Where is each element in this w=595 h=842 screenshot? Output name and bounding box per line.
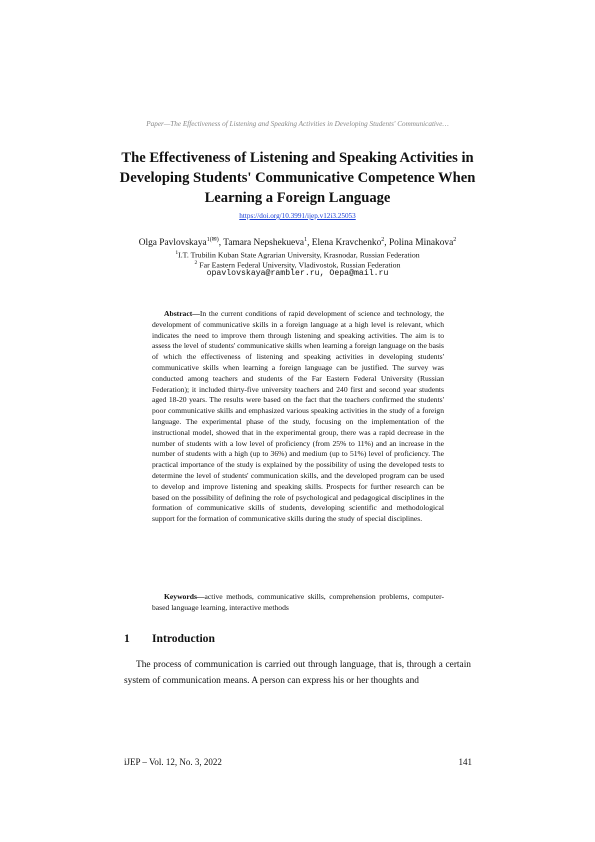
section-number: 1 xyxy=(124,632,130,645)
author-name: Elena Kravchenko xyxy=(311,238,382,249)
abstract xyxy=(152,309,444,525)
section-heading xyxy=(124,632,215,645)
paper-title: The Effectiveness of Listening and Speaking Activities in Developing Students' Communicative Competence When Learning a Foreign Language xyxy=(119,150,476,206)
abstract-text: In the current conditions of rapid development of science and technology, the development of communicative skills in a foreign language at a high level is relevant, which indicates the need to improve them through listening and speaking activities. The aim is to assess the level of students' communicative skills when learning a foreign language on the basis of which the effectiveness of listening and speaking activities in developing students' communicative skills when learning a foreign language can be justified. The survey was conducted among teachers and students of the Far Eastern Federal University (Russian Federation); it included thirty-five university teachers and 240 first and second year students aged 18-20 years. The results were based on the fact that the teachers confirmed the students' poor communicative skills and emphasized various speaking activities in the study of a foreign language. The experimental phase of the study, focusing on the implementation of the instructional model, showed that in the experimental group, there was a rapid decrease in the number of students with a low level of proficiency (from 25% to 11%) and an increase in the number of students with a high (up to 36%) and medium (up to 51%) level of proficiency. The practical importance of the study is explained by the possibility of using the developed tests to determine the level of students' communication skills, and the developed program can be used to develop and improve listening and speaking skills. Prospects for further research can be based on the possibility of defining the role of psychological and pedagogical disciplines in the formation of communicative skills of students, developing scientific and methodological support for the formation of communicative skills during the study of special disciplines. xyxy=(152,309,444,524)
journal-footer: iJEP – Vol. 12, No. 3, 2022 xyxy=(124,757,222,767)
author-emails: opavlovskaya@rambler.ru, Oepa@mail.ru xyxy=(206,269,389,278)
author-affiliation-mark: 1(✉) xyxy=(206,237,219,243)
abstract-heading: Abstract— xyxy=(164,309,200,318)
affiliation xyxy=(0,250,595,260)
keywords-heading: Keywords— xyxy=(164,592,205,601)
running-head xyxy=(0,120,595,128)
running-head-label: Paper xyxy=(146,120,164,128)
affiliation-text: Far Eastern Federal University, Vladivostok, Russian Federation xyxy=(197,260,401,270)
author-list: Olga Pavlovskaya$^{1(✉)}$, Tamara Nepshekueva$^1$, Elena Kravchenko$^2$, Polina Minakova$^2$ xyxy=(138,237,457,249)
author-name: Polina Minakova xyxy=(388,238,454,249)
author-name: Tamara Nepshekueva xyxy=(223,238,305,249)
keywords xyxy=(152,592,444,614)
author-affiliation-mark: 1 xyxy=(304,237,308,243)
page-number: 141 xyxy=(458,757,472,767)
affiliation-mark: 2 xyxy=(194,260,198,266)
author-name: Olga Pavlovskaya xyxy=(138,238,207,249)
author-affiliation-mark: 2 xyxy=(381,237,385,243)
affiliation-mark: 1 xyxy=(175,250,179,256)
doi-link[interactable]: https://doi.org/10.3991/ijep.v12i3.25053 xyxy=(239,212,356,220)
affiliation-text: I.T. Trubilin Kuban State Agrarian University, Krasnodar, Russian Federation xyxy=(178,250,420,260)
body-paragraph: The process of communication is carried out through language, that is, through a certain system of communication means. A person can express his or her thoughts and xyxy=(124,660,471,686)
section-title: Introduction xyxy=(152,632,215,645)
author-affiliation-mark: 2 xyxy=(453,237,457,243)
keywords-text: active methods, communicative skills, comprehension problems, computer-based language learning, interactive methods xyxy=(152,592,444,612)
running-head-text: —The Effectiveness of Listening and Speaking Activities in Developing Students' Communicative… xyxy=(163,120,449,128)
